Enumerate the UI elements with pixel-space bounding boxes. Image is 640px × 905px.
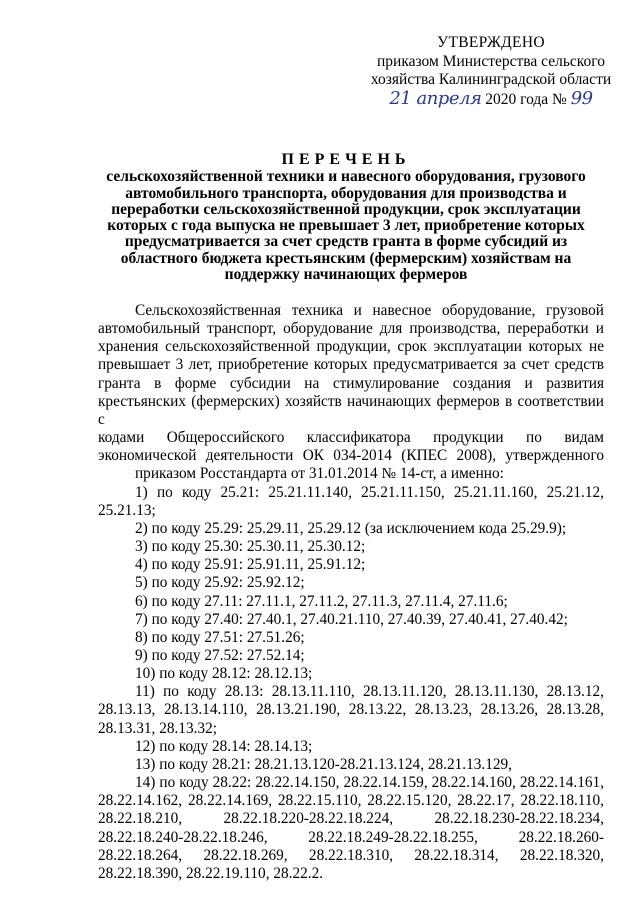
title-line: предусматривается за счет средств гранта в форме субсидий из (124, 233, 568, 251)
title-line: которых с года выпуска не превышает 3 лет, приобретение которых (107, 217, 585, 235)
list-item: 2) по коду 25.29: 25.29.11, 25.29.12 (за исключением кода 25.29.9); (135, 519, 567, 537)
approval-line-2: хозяйства Калининградской области (370, 71, 612, 88)
title-line: сельскохозяйственной техники и навесного оборудования, грузового (106, 168, 586, 186)
approval-date-line (360, 87, 622, 110)
approval-line-1: приказом Министерства сельского (376, 52, 605, 70)
list-item: 4) по коду 25.91: 25.91.11, 25.91.12; (135, 556, 366, 574)
list-item: 9) по коду 27.52: 27.52.14; (135, 646, 305, 664)
list-item-continuation: 28.22.18.264, 28.22.18.269, 28.22.18.310, 28.22.18.314, 28.22.18.320, (98, 846, 604, 864)
title-line: поддержку начинающих фермеров (224, 266, 468, 284)
list-item-continuation: 28.22.18.210, 28.22.18.220-28.22.18.224, 28.22.18.230-28.22.18.234, (98, 810, 604, 828)
intro-line: экономической деятельности ОК 034-2014 (КПЕС 2008), утвержденного (98, 447, 604, 465)
intro-line: крестьянских (фермерских) хозяйств начинающих фермеров в соответствии с (98, 392, 604, 428)
intro-line: хранения сельскохозяйственной продукции, срок эксплуатации которых не (98, 338, 604, 356)
intro-line: гранта в форме субсидии на стимулирование создания и развития (98, 374, 604, 392)
list-item: 11) по коду 28.13: 28.13.11.110, 28.13.11.120, 28.13.11.130, 28.13.12, (135, 683, 604, 701)
intro-line: приказом Росстандарта от 31.01.2014 № 14-ст, а именно: (135, 465, 504, 483)
list-item: 10) по коду 28.12: 28.12.13; (135, 665, 313, 683)
title-lines (96, 169, 596, 283)
list-item-continuation: 28.22.14.162, 28.22.14.169, 28.22.15.110, 28.22.15.120, 28.22.17, 28.22.18.110, (98, 792, 604, 810)
title-heading: ПЕРЕЧЕНЬ (281, 151, 411, 168)
approval-heading: УТВЕРЖДЕНО (437, 34, 545, 51)
document-title (96, 152, 596, 283)
approval-date-suffix: 2020 года № (485, 90, 567, 108)
approval-stamp (360, 34, 622, 109)
document-body (98, 302, 604, 883)
list-item: 13) по коду 28.21: 28.21.13.120-28.21.13.124, 28.21.13.129, (135, 755, 512, 773)
list-item: 1) по коду 25.21: 25.21.11.140, 25.21.11.150, 25.21.11.160, 25.21.12, (135, 483, 604, 501)
intro-line: Сельскохозяйственная техника и навесное оборудование, грузовой (135, 302, 604, 319)
list-item: 3) по коду 25.30: 25.30.11, 25.30.12; (135, 538, 366, 556)
handwritten-date: 21 апреля (389, 87, 482, 109)
list-item: 8) по коду 27.51: 27.51.26; (135, 628, 305, 646)
handwritten-order-number: 99 (570, 87, 593, 109)
list-item: 14) по коду 28.22: 28.22.14.150, 28.22.14.159, 28.22.14.160, 28.22.14.161, (135, 774, 604, 792)
list-item-continuation: 28.22.18.240-28.22.18.246, 28.22.18.249-28.22.18.255, 28.22.18.260- (98, 828, 604, 846)
list-item-continuation: 28.22.18.390, 28.22.19.110, 28.22.2. (98, 864, 324, 882)
list-item: 5) по коду 25.92: 25.92.12; (135, 574, 305, 592)
intro-line: кодами Общероссийского классификатора продукции по видам (98, 429, 604, 447)
list-item: 12) по коду 28.14: 28.14.13; (135, 737, 313, 755)
list-item-continuation: 28.13.13, 28.13.14.110, 28.13.21.190, 28.13.22, 28.13.23, 28.13.26, 28.13.28, (98, 701, 604, 719)
list-item-continuation: 25.21.13; (98, 501, 156, 519)
title-line: областного бюджета крестьянским (фермерским) хозяйствам на (120, 249, 572, 267)
title-line: переработки сельскохозяйственной продукции, срок эксплуатации (111, 200, 581, 218)
list-item: 7) по коду 27.40: 27.40.1, 27.40.21.110, 27.40.39, 27.40.41, 27.40.42; (135, 610, 568, 628)
intro-line: превышает 3 лет, приобретение которых предусматривается за счет средств (98, 356, 604, 374)
list-item-continuation: 28.13.31, 28.13.32; (98, 719, 217, 737)
intro-line: автомобильный транспорт, оборудование для производства, переработки и (98, 320, 604, 338)
list-item: 6) по коду 27.11: 27.11.1, 27.11.2, 27.11.3, 27.11.4, 27.11.6; (135, 592, 508, 610)
title-line: автомобильного транспорта, оборудования для производства и (125, 184, 567, 202)
